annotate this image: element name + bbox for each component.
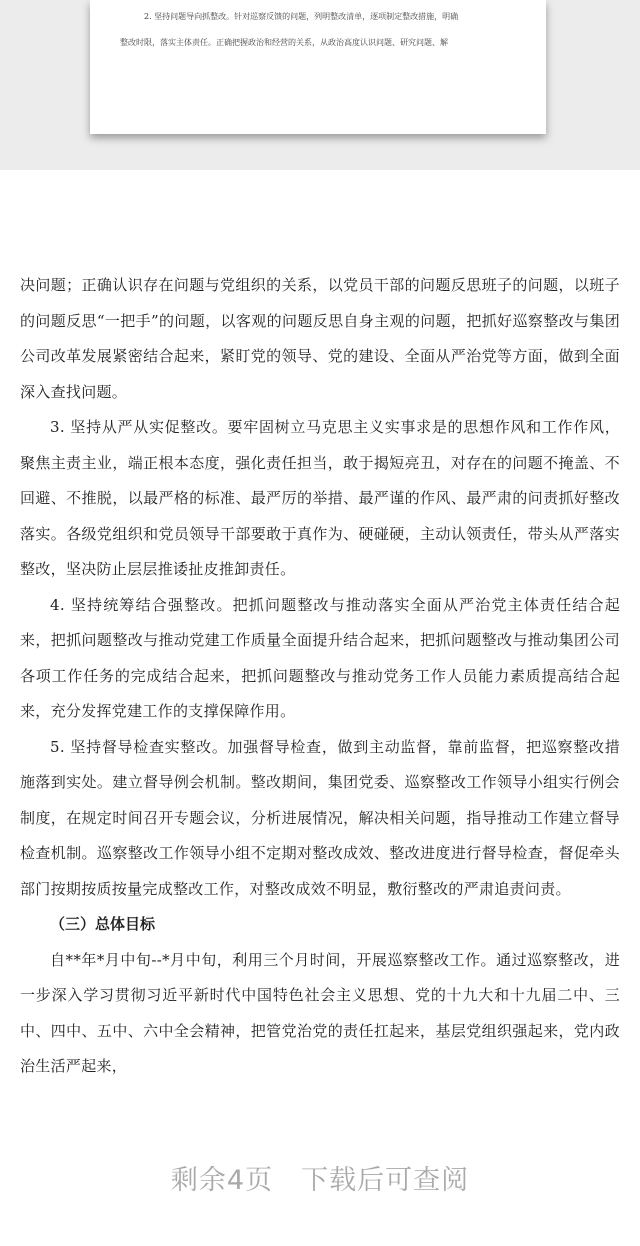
paragraph: 5. 坚持督导检查实整改。加强督导检查，做到主动监督，靠前监督，把巡察整改措施落到实处。建立督导例会机制。整改期间，集团党委、巡察整改工作领导小组实行例会制度，在规定时间召开专题会议，分析进展情况，解决相关问题，指导推动工作建立督导检查机制。巡察整改工作领导小组不定期对整改成效、整改进度进行督导检查，督促牵头部门按期按质按量完成整改工作，对整改成效不明显，敷衍整改的严肃追责问责。 [20,737,620,898]
section-heading: （三）总体目标 [50,915,156,933]
paragraph: 自**年*月中旬--*月中旬，利用三个月时间，开展巡察整改工作。通过巡察整改，进一步深入学习贯彻习近平新时代中国特色社会主义思想、党的十九大和十九届二中、三中、四中、五中、六中全会精神，把管党治党的责任扛起来，基层党组织强起来，党内政治生活严起来， [20,950,620,1075]
paragraph: 决问题；正确认识存在问题与党组织的关系，以党员干部的问题反思班子的问题，以班子的问题反思“一把手”的问题，以客观的问题反思自身主观的问题，把抓好巡察整改与集团公司改革发展紧密结合起来，紧盯党的领导、党的建设、全面从严治党等方面，做到全面深入查找问题。 [20,276,620,401]
paragraph: 4. 坚持统筹结合强整改。把抓问题整改与推动落实全面从严治党主体责任结合起来，把抓问题整改与推动党建工作质量全面提升结合起来，把抓问题整改与推动集团公司各项工作任务的完成结合起来，把抓问题整改与推动党务工作人员能力素质提高结合起来，充分发挥党建工作的支撑保障作用。 [20,595,620,720]
page-preview-area [0,0,640,170]
document-body [20,268,620,1085]
preview-line: 2. 坚持问题导向抓整改。针对巡察反馈的问题，列明整改清单，逐项制定整改措施，明确 [144,12,459,21]
remaining-pages-banner[interactable]: 剩余4页 下载后可查阅 [170,1165,470,1196]
paragraph: 3. 坚持从严从实促整改。要牢固树立马克思主义实事求是的思想作风和工作作风，聚焦主责主业，端正根本态度，强化责任担当，敢于揭短亮丑，对存在的问题不掩盖、不回避、不推脱，以最严格的标准、最严厉的举措、最严谨的作风、最严肃的问责抓好整改落实。各级党组织和党员领导干部要敢于真作为、硬碰硬，主动认领责任，带头从严落实整改，坚决防止层层推诿扯皮推卸责任。 [20,418,620,578]
preview-line: 整改时限，落实主体责任。正确把握政治和经营的关系，从政治高度认识问题、研究问题、解 [120,38,448,47]
preview-page-thumbnail [90,0,546,134]
